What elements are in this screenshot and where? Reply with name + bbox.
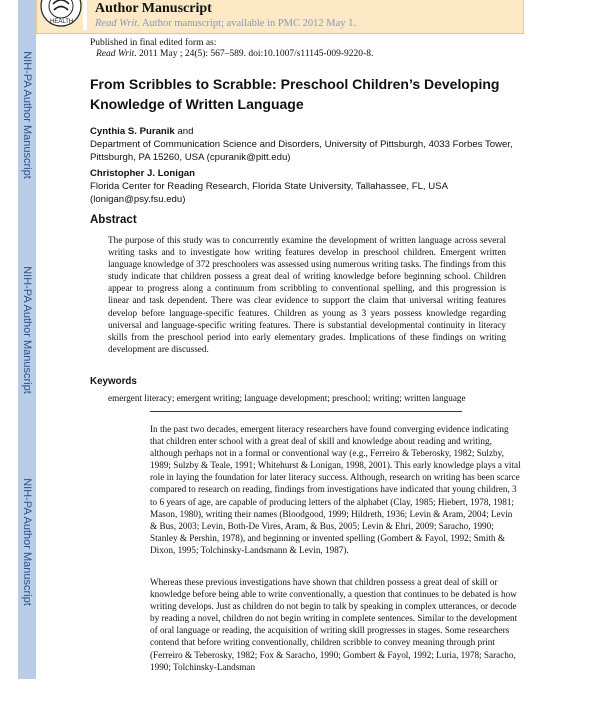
published-note: Published in final edited form as:: [90, 38, 217, 48]
author-affiliation: Department of Communication Science and Disorders, University of Pittsburgh, 4033 Forbes Tower, Pittsburgh, PA 15260, USA (cpuranik@pitt.edu): [90, 139, 513, 163]
abstract-heading: Abstract: [90, 214, 137, 226]
section-divider: [150, 411, 462, 412]
author-affiliation: Florida Center for Reading Research, Florida State University, Tallahassee, FL, USA (lonigan@psy.fsu.edu): [90, 181, 448, 205]
sidebar-strip: [18, 0, 36, 679]
keywords-text: emergent literacy; emergent writing; language development; preschool; writing; written language: [108, 393, 466, 403]
sidebar-label-bottom: NIH-PA Author Manuscript: [21, 478, 33, 606]
svg-text:HEALTH: HEALTH: [50, 19, 74, 25]
author-1: Cynthia S. Puranik and Department of Communication Science and Disorders, University of Pittsburgh, 4033 Forbes Tower, Pittsburgh, PA 15260, USA (cpuranik@pitt.edu): [90, 126, 513, 163]
banner-title: Author Manuscript: [95, 1, 212, 16]
banner-subtitle: Read Writ. Author manuscript; available in PMC 2012 May 1.: [95, 18, 357, 29]
article-title: From Scribbles to Scrabble: Preschool Children’s Developing Knowledge of Written Language: [90, 76, 500, 112]
author-name: Cynthia S. Puranik: [90, 126, 175, 137]
abstract-text: The purpose of this study was to concurrently examine the development of written language across several writing tasks and to investigate how writing features develop in preschool children. Emergent written language knowledge of 372 preschoolers was assessed using numerous writing tasks. The findings from this study indicate that children possess a great deal of writing knowledge before beginning school. Children appear to progress along a continuum from scribbling to conventional spelling, and this progression is linear and task dependent. There was clear evidence to support the claim that universal writing features develop before language-specific features. Children as young as 3 years possess knowledge regarding universal and language-specific writing features. There is substantial developmental continuity in literacy skills from the preschool period into early elementary grades. Implications of these findings on writing development are discussed.: [108, 235, 506, 354]
body-paragraph-2: Whereas these previous investigations have shown that children possess a great deal of skill or knowledge before being able to write conventionally, a question that continues to be debated is how writing develops. Just as children do not begin to talk by speaking in complex utterances, or decode by reading a novel, children do not begin writing in complete sentences. Similar to the development of oral language or reading, the acquisition of writing skill progresses in stages. Some researchers contend that before writing conventionally, children scribble to convey meaning through print (Ferreiro & Teberosky, 1982; Fox & Saracho, 1990; Gombert & Fayol, 1992; Luria, 1978; Saracho, 1990; Tolchinsky-Landsman: [150, 577, 518, 672]
sidebar-label-middle: NIH-PA Author Manuscript: [21, 266, 33, 394]
author-name: Christopher J. Lonigan: [90, 168, 196, 179]
body-paragraph-1: In the past two decades, emergent literacy researchers have found converging evidence indicating that children enter school with a great deal of skill and knowledge about reading and writing, although perhaps not in a formal or conventional way (e.g., Ferreiro & Teberosky, 1982; Sulzby, 1989; Sulzby & Teale, 1991; Whitehurst & Lonigan, 1998, 2001). This early knowledge plays a vital role in laying the foundation for later literacy success. Although, research on writing has been scarce compared to research on reading, findings from investigations have indicated that young children, 3 to 6 years of age, are capable of producing letters of the alphabet (Clay, 1985; Hiebert, 1978, 1981; Mason, 1980), writing their names (Bloodgood, 1999; Hildreth, 1936; Levin & Aram, 2004; Levin & Bus, 2003; Levin, Both-De Vires, Aram, & Bus, 2005; Levin & Ehri, 2009; Saracho, 1990; Stanley & Pershin, 1978), and beginning or invented spelling (Gombert & Fayol, 1992; Smith & Dixon, 1995; Tolchinsky-Landsmann & Levin, 1987).: [150, 424, 521, 555]
manuscript-banner: [36, 0, 524, 34]
hhs-logo-icon: [39, 0, 87, 30]
author-2: [90, 167, 520, 206]
keywords-heading: Keywords: [90, 376, 137, 387]
sidebar-label-top: NIH-PA Author Manuscript: [21, 51, 33, 179]
citation: Read Writ. 2011 May ; 24(5): 567–589. doi:10.1007/s11145-009-9220-8.: [96, 49, 374, 59]
